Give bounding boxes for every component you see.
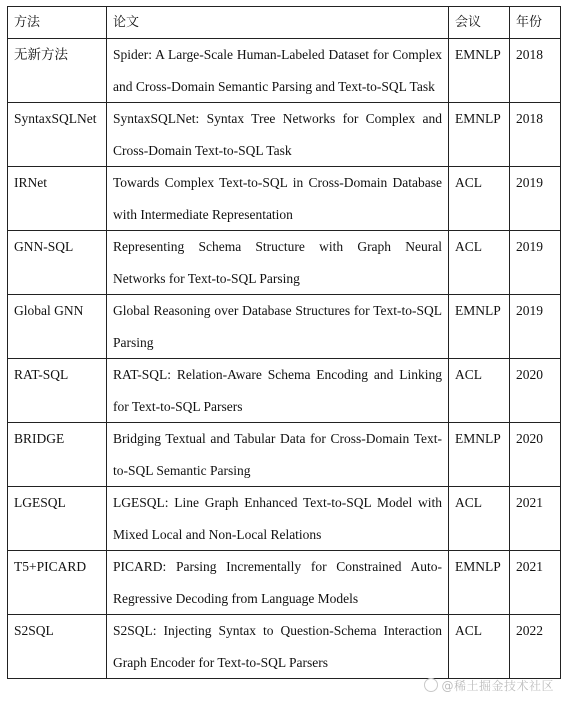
cell-paper: RAT-SQL: Relation-Aware Schema Encoding and Linking for Text-to-SQL Parsers: [107, 359, 449, 423]
cell-venue: ACL: [449, 615, 510, 679]
cell-venue: EMNLP: [449, 423, 510, 487]
cell-venue: ACL: [449, 359, 510, 423]
cell-paper: PICARD: Parsing Incrementally for Constrained Auto-Regressive Decoding from Language Models: [107, 551, 449, 615]
cell-method: SyntaxSQLNet: [8, 103, 107, 167]
cell-method: LGESQL: [8, 487, 107, 551]
cell-venue: EMNLP: [449, 39, 510, 103]
cell-method: T5+PICARD: [8, 551, 107, 615]
watermark-logo-icon: [424, 678, 438, 692]
cell-year: 2022: [510, 615, 561, 679]
table-header-row: [8, 7, 561, 39]
watermark-text: @稀土掘金技术社区: [441, 679, 554, 693]
cell-year: 2020: [510, 423, 561, 487]
table-row: [8, 103, 561, 167]
cell-paper: SyntaxSQLNet: Syntax Tree Networks for Complex and Cross-Domain Text-to-SQL Task: [107, 103, 449, 167]
cell-paper: Global Reasoning over Database Structures for Text-to-SQL Parsing: [107, 295, 449, 359]
cell-paper: Towards Complex Text-to-SQL in Cross-Domain Database with Intermediate Representation: [107, 167, 449, 231]
cell-year: 2021: [510, 487, 561, 551]
cell-paper: Spider: A Large-Scale Human-Labeled Dataset for Complex and Cross-Domain Semantic Parsing and Text-to-SQL Task: [107, 39, 449, 103]
cell-venue: ACL: [449, 487, 510, 551]
cell-year: 2019: [510, 295, 561, 359]
cell-method: IRNet: [8, 167, 107, 231]
header-venue: 会议: [449, 7, 510, 39]
cell-method: S2SQL: [8, 615, 107, 679]
table-row: [8, 167, 561, 231]
header-paper: 论文: [107, 7, 449, 39]
cell-paper: Bridging Textual and Tabular Data for Cross-Domain Text-to-SQL Semantic Parsing: [107, 423, 449, 487]
watermark: [424, 677, 554, 694]
table-row: [8, 39, 561, 103]
cell-year: 2020: [510, 359, 561, 423]
cell-year: 2018: [510, 103, 561, 167]
cell-venue: EMNLP: [449, 295, 510, 359]
table-row: [8, 295, 561, 359]
cell-paper: Representing Schema Structure with Graph Neural Networks for Text-to-SQL Parsing: [107, 231, 449, 295]
cell-venue: ACL: [449, 167, 510, 231]
cell-paper: LGESQL: Line Graph Enhanced Text-to-SQL Model with Mixed Local and Non-Local Relations: [107, 487, 449, 551]
header-method: 方法: [8, 7, 107, 39]
cell-method: Global GNN: [8, 295, 107, 359]
table-row: [8, 423, 561, 487]
cell-method: BRIDGE: [8, 423, 107, 487]
cell-method: RAT-SQL: [8, 359, 107, 423]
cell-method: 无新方法: [8, 39, 107, 103]
cell-venue: EMNLP: [449, 551, 510, 615]
cell-method: GNN-SQL: [8, 231, 107, 295]
cell-year: 2018: [510, 39, 561, 103]
cell-year: 2019: [510, 231, 561, 295]
header-year: 年份: [510, 7, 561, 39]
papers-table: [7, 6, 561, 679]
cell-year: 2019: [510, 167, 561, 231]
table-row: [8, 615, 561, 679]
cell-venue: EMNLP: [449, 103, 510, 167]
table-row: [8, 551, 561, 615]
cell-paper: S2SQL: Injecting Syntax to Question-Schema Interaction Graph Encoder for Text-to-SQL Parsers: [107, 615, 449, 679]
cell-venue: ACL: [449, 231, 510, 295]
table-row: [8, 487, 561, 551]
cell-year: 2021: [510, 551, 561, 615]
table-row: [8, 231, 561, 295]
table-row: [8, 359, 561, 423]
